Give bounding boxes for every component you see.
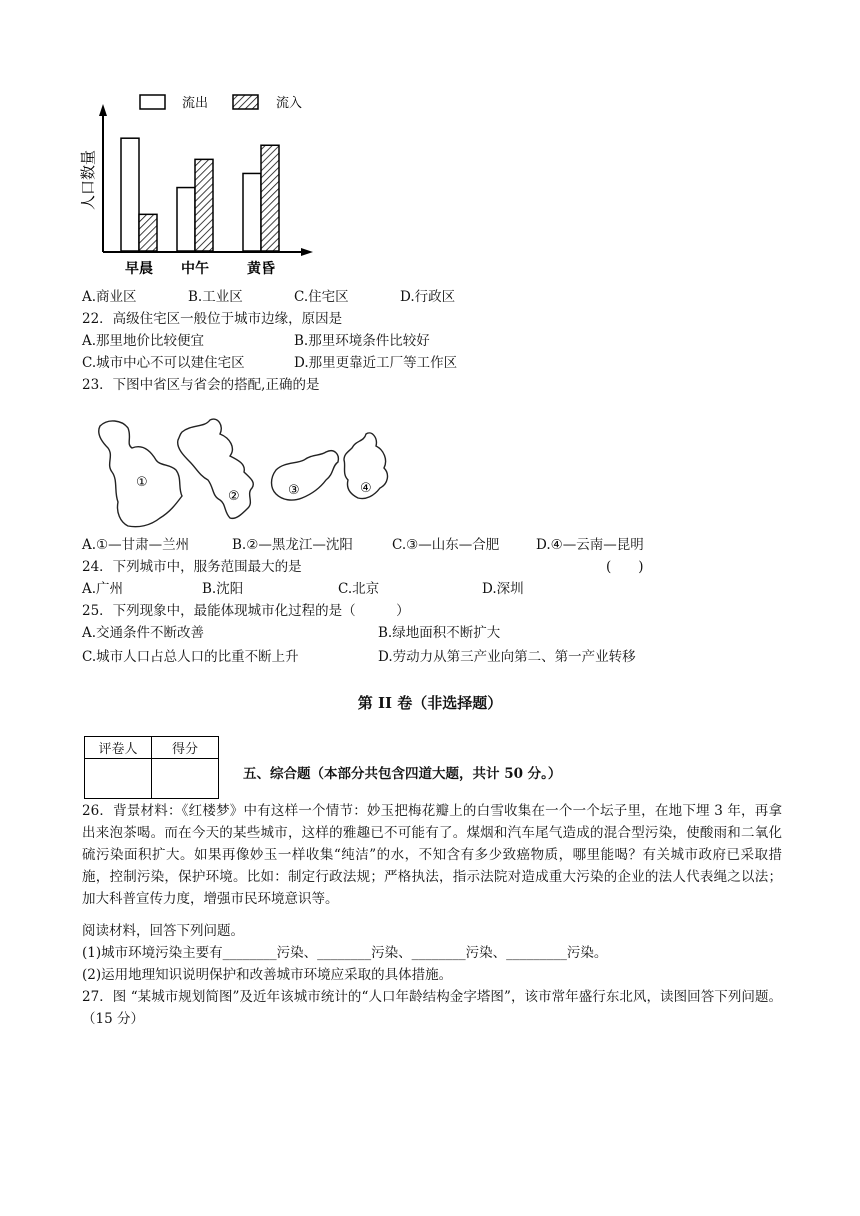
q26-instruction: 阅读材料，回答下列问题。: [82, 923, 244, 939]
score-header: 得分: [152, 737, 219, 759]
q21-option-b: B.工业区: [188, 289, 243, 305]
x-tick-label-2: 中午: [181, 261, 209, 277]
score-cell: [152, 759, 219, 799]
q23-stem: 23．下图中省区与省会的搭配,正确的是: [82, 377, 320, 393]
q21-option-c: C.住宅区: [294, 289, 349, 305]
q26-material: 26．背景材料：《红楼梦》中有这样一个情节：妙玉把梅花瓣上的白雪收集在一个一个坛子里，在地下埋 3 年，再拿出来泡茶喝。而在今天的某些城市，这样的雅趣已不可能有了。煤烟和汽车尾气造成的混合型污染，使酸雨和二氧化硫污染面积扩大。如果再像妙玉一样收集“纯洁”的水，不知含有多少致癌物质，哪里能喝？有关城市政府已采取措施，控制污染，保护环境。比如：制定行政法规；严格执法，指示法院对造成重大污染的企业的法人代表绳之以法；加大科普宣传力度，增强市民环境意识等。: [82, 803, 782, 907]
q27-stem: 27．图 “某城市规划简图”及近年该城市统计的“人口年龄结构金字塔图”，该市常年盛行东北风，读图回答下列问题。（15 分）: [82, 989, 782, 1027]
province-outline-maps: [0, 408, 860, 538]
q24-option-d: D.深圳: [482, 581, 524, 597]
province-map-1: [99, 421, 182, 527]
province-map-3: [272, 451, 339, 500]
grader-cell: [85, 759, 152, 799]
score-table: [84, 736, 219, 799]
legend-swatch-inflow: [233, 95, 258, 109]
q25-option-b: B.绿地面积不断扩大: [378, 625, 501, 641]
legend-swatch-outflow: [140, 95, 165, 109]
q24-option-c: C.北京: [338, 581, 380, 597]
q22-option-c: C.城市中心不可以建住宅区: [82, 355, 245, 371]
part2-title: 第 II 卷（非选择题）: [357, 694, 503, 712]
q21-option-d: D.行政区: [400, 289, 456, 305]
population-flow-chart: [0, 0, 860, 290]
y-axis-arrow: [99, 104, 107, 116]
q22-option-b: B.那里环境条件比较好: [294, 333, 430, 349]
q23-option-c: C.③—山东—合肥: [392, 537, 500, 553]
x-tick-label-3: 黄昏: [247, 261, 275, 277]
q26-sub2: (2)运用地理知识说明保护和改善城市环境应采取的具体措施。: [82, 967, 453, 983]
q25-stem: 25．下列现象中，最能体现城市化过程的是（ ）: [82, 603, 410, 619]
bar-outflow-2: [177, 188, 195, 251]
bar-inflow-2: [195, 159, 213, 251]
q23-option-b: B.②—黑龙江—沈阳: [232, 537, 353, 553]
q24-stem: 24．下列城市中，服务范围最大的是: [82, 559, 302, 575]
section5-heading: 五、综合题（本部分共包含四道大题，共计 50 分。）: [243, 766, 562, 782]
bar-inflow-1: [139, 214, 157, 251]
q25-option-d: D.劳动力从第三产业向第二、第一产业转移: [378, 649, 636, 665]
q21-option-a: A.商业区: [82, 289, 137, 305]
bar-inflow-3: [261, 145, 279, 251]
province-map-2: [178, 419, 254, 518]
q26-sub1: (1)城市环境污染主要有________污染、________污染、________污染、_________污染。: [82, 945, 608, 961]
x-tick-label-1: 早晨: [125, 261, 153, 277]
map-label-2: ②: [228, 489, 240, 504]
q24-answer-blank: ( ): [606, 559, 644, 575]
bar-outflow-3: [243, 173, 261, 251]
legend-label-inflow: 流入: [276, 96, 303, 111]
x-axis-arrow: [301, 248, 313, 256]
q23-option-d: D.④—云南—昆明: [536, 537, 644, 553]
q22-option-d: D.那里更靠近工厂等工作区: [294, 355, 458, 371]
y-axis-label: 人口数量: [79, 149, 97, 211]
bar-outflow-1: [121, 138, 139, 251]
map-label-3: ③: [288, 483, 300, 498]
legend-label-outflow: 流出: [182, 96, 209, 111]
map-label-4: ④: [360, 481, 372, 496]
q24-option-b: B.沈阳: [202, 581, 244, 597]
q22-option-a: A.那里地价比较便宜: [82, 333, 205, 349]
q25-option-c: C.城市人口占总人口的比重不断上升: [82, 649, 299, 665]
q23-option-a: A.①—甘肃—兰州: [82, 537, 190, 553]
q22-stem: 22．高级住宅区一般位于城市边缘，原因是: [82, 311, 343, 327]
q24-option-a: A.广州: [82, 581, 124, 597]
map-label-1: ①: [136, 475, 148, 490]
q25-option-a: A.交通条件不断改善: [82, 625, 205, 641]
grader-header: 评卷人: [85, 737, 152, 759]
